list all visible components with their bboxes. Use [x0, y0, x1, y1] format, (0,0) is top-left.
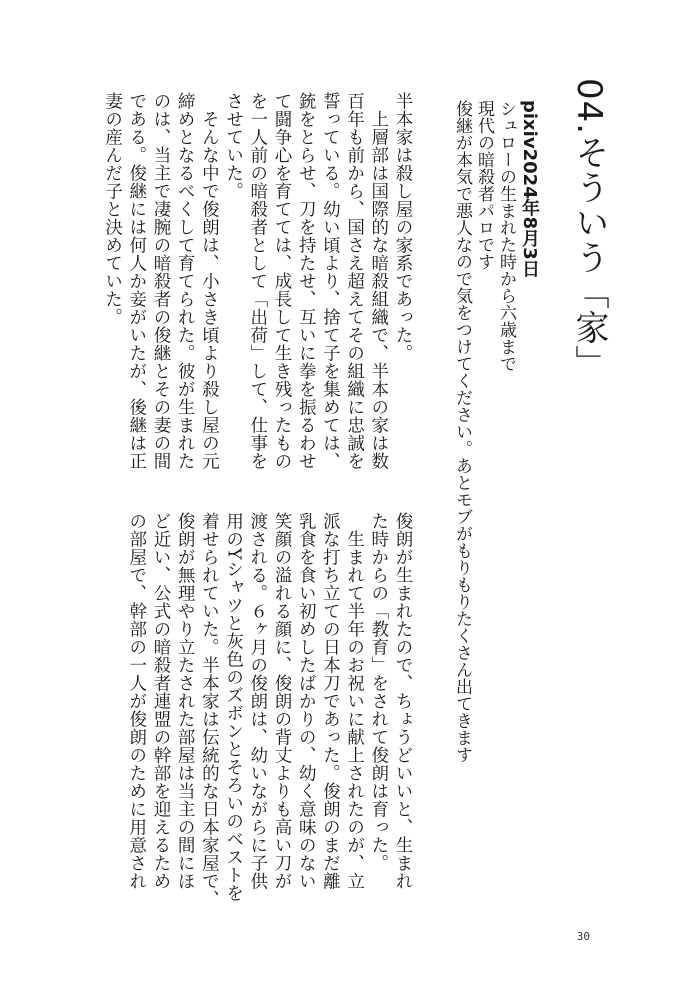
text-line: 誓っている。幼い頃より、捨て子を集めては、 [320, 92, 341, 470]
text-line: た時からの「教育」をされて俊朗は育った。 [368, 512, 389, 872]
text-line: 乳食を食い初めしたばかりの、幼く意味のない [296, 512, 317, 890]
body-text-upper [100, 92, 415, 492]
text-line: 着せられていた。半本家は伝統的な日本家屋で、 [199, 512, 220, 908]
text-line: 妻の産んだ子と決めていた。 [102, 92, 123, 326]
chapter-note-3: 俊継が本気で悪人なので気をつけてください。あとモブがもりもりたくさん出てきます [452, 100, 472, 763]
body-text-lower [125, 512, 415, 912]
chapter-note-1: シュローの生まれた時から六歳まで [496, 100, 516, 372]
text-line: のは、当主で凄腕の暗殺者の俊継とその妻の間 [150, 92, 171, 470]
chapter-title: 04.そういう「家」 [569, 78, 609, 381]
text-line: そんな中で俊朗は、小さき頃より殺し屋の元 [199, 92, 220, 470]
text-line: を一人前の暗殺者として「出荷」して、仕事を [247, 92, 268, 470]
text-line: である。俊継には何人か妾がいたが、後継は正 [126, 92, 147, 470]
text-line: 笑顔の溢れる顔に、俊朗の背丈よりも高い刀が [271, 512, 292, 890]
text-line: 締めとなるべくして育てられた。彼が生まれた [175, 92, 196, 470]
publish-date: pixiv2024年8月3日 [519, 100, 540, 278]
text-line: て闘争心を育てては、成長して生き残ったもの [271, 92, 292, 470]
text-line: 俊朗が無理やり立たされた部屋は当主の間にほ [175, 512, 196, 890]
text-line: 上層部は国際的な暗殺組織で、半本の家は数 [368, 92, 389, 470]
page-number: 30 [576, 930, 590, 943]
text-line: 生まれて半年のお祝いに献上されたのが、立 [344, 512, 365, 890]
text-line: 渡される。６ヶ月の俊朗は、幼いながらに子供 [247, 512, 268, 890]
chapter-note-2: 現代の暗殺者パロです [474, 100, 494, 270]
text-line: の部屋で、幹部の一人が俊朗のために用意され [126, 512, 147, 890]
text-line: 百年も前から、国さえ超えてその組織に忠誠を [344, 92, 365, 470]
text-line: 銃をとらせ、刀を持たせ、互いに拳を振るわせ [296, 92, 317, 470]
text-line: 半本家は殺し屋の家系であった。 [393, 92, 413, 362]
text-line: 派な打ち立ての日本刀であった。俊朗のまだ離 [320, 512, 341, 890]
text-line: 用のYシャツと灰色のズボンとそろいのベストを [223, 512, 244, 903]
text-line: させていた。 [223, 92, 244, 200]
text-line: ど近い、公式の暗殺者連盟の幹部を迎えるため [150, 512, 171, 890]
text-line: 俊朗が生まれたので、ちょうどいいと、生まれ [393, 512, 413, 890]
